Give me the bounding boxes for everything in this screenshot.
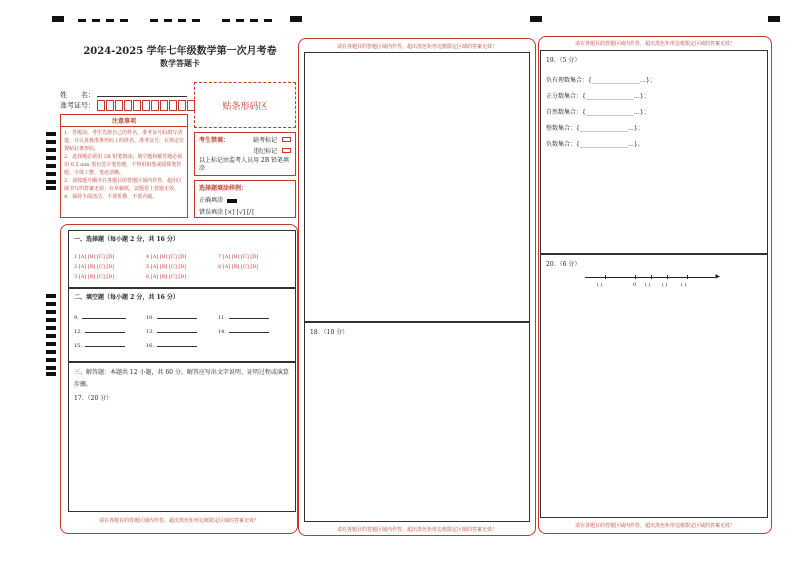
q20-label: 20．（6 分） [546, 261, 581, 268]
choice-row[interactable]: 3 [A] [B] [C] [D] [74, 274, 115, 280]
notice-item: 1．答题前，考生先将自己的姓名，准考证号码填写清楚，并认真核准条形码上的姓名、准考证号，在规定位置贴好条形码。 [64, 130, 185, 152]
blank-field[interactable] [157, 332, 197, 333]
choice-row[interactable] [218, 272, 290, 282]
set-name: 正分数集合： [546, 93, 583, 100]
blank-number: 11． [218, 315, 230, 321]
exam-status-note: 以上标记由监考人员用 2B 铅笔填涂 [199, 157, 290, 172]
section1-box [68, 230, 296, 288]
number-line [585, 273, 720, 280]
blank-field[interactable] [82, 318, 126, 319]
correct-fill-label: 正确填涂 [199, 197, 224, 204]
violation-checkbox[interactable] [282, 148, 291, 153]
axis-label[interactable]: ( ) [681, 282, 687, 288]
wrong-fill-marks: [×] [√] [/] [224, 209, 254, 216]
timing-mark [192, 19, 200, 22]
exam-status-box [194, 132, 296, 176]
set-bracket[interactable]: {________________…}。 [576, 141, 644, 148]
blank-field[interactable] [157, 346, 197, 347]
timing-mark [52, 16, 64, 22]
set-name: 自然数集合： [546, 109, 583, 116]
violation-label: 违纪标记 [253, 148, 278, 155]
barcode-label: 贴条形码区 [222, 101, 268, 112]
section3-box[interactable] [68, 362, 296, 512]
notice-box [60, 114, 188, 218]
answer-area-warning: 请在各题目的答题区域内作答，超出黑色矩形边框限定区域的答案无效！ [336, 44, 497, 50]
choice-row[interactable]: 4 [A] [B] [C] [D] [146, 254, 187, 260]
notice-item: 3．请按题号顺序在各题目的答题区域内作答，超出区域书写的答案无效；在草稿纸、试题卷上答题无效。 [64, 178, 183, 192]
set-bracket[interactable]: {________________…}； [582, 109, 650, 116]
choice-row[interactable]: 6 [A] [B] [C] [D] [146, 274, 187, 280]
timing-mark [106, 19, 114, 22]
set-bracket[interactable]: {________________…}； [588, 77, 656, 84]
answer-area-warning: 请在各题目的答题区域内作答，超出黑色矩形边框限定区域的答案无效！ [336, 527, 497, 533]
timing-mark [150, 19, 158, 22]
blank-field[interactable] [157, 318, 197, 319]
exam-title: 2024-2025 学年七年级数学第一次月考卷 [83, 46, 277, 57]
timing-mark [178, 19, 186, 22]
section2-box [68, 288, 296, 362]
set-row [546, 89, 762, 105]
q18-box[interactable] [304, 322, 530, 522]
set-row [546, 105, 762, 121]
fill-sample-box [194, 180, 296, 218]
timing-mark [92, 19, 100, 22]
set-name: 负有理数集合： [546, 77, 589, 84]
timing-mark [530, 16, 542, 22]
absent-label: 缺考标记 [253, 137, 278, 144]
fill-sample-heading: 选择题填涂样例： [199, 185, 248, 192]
timing-mark [222, 19, 230, 22]
absent-checkbox[interactable] [282, 137, 291, 142]
answer-area-warning: 请在各题目的答题区域内作答，超出黑色矩形边框限定区域的答案无效！ [574, 523, 735, 529]
set-name: 负数集合： [546, 141, 577, 148]
notice-item: 4．保持卡面清洁，不要折叠、不要弄破。 [64, 194, 158, 200]
id-cells[interactable] [97, 102, 196, 110]
blank-number: 14． [218, 329, 230, 335]
timing-mark [236, 19, 244, 22]
choice-row[interactable]: 7 [A] [B] [C] [D] [218, 254, 259, 260]
blank-number: 10． [146, 315, 158, 321]
blank-field[interactable] [229, 318, 269, 319]
blank-field[interactable] [85, 346, 125, 347]
choice-row[interactable]: 1 [A] [B] [C] [D] [74, 254, 115, 260]
q19-box[interactable] [540, 50, 768, 254]
name-label: 姓 名： [60, 91, 95, 99]
exam-subtitle: 数学答题卡 [160, 58, 200, 68]
timing-mark [768, 16, 780, 22]
blank-number: 16． [146, 343, 158, 349]
axis-label: 0 [633, 282, 637, 288]
axis-label[interactable]: ( ) [645, 282, 651, 288]
left-timing-strip-1 [46, 132, 56, 190]
blank-number: 12． [74, 329, 86, 335]
axis-label[interactable]: ( ) [597, 282, 603, 288]
timing-mark [78, 19, 86, 22]
blank-field[interactable] [229, 332, 269, 333]
name-row [60, 90, 187, 100]
choice-row[interactable]: 8 [A] [B] [C] [D] [218, 264, 259, 270]
timing-mark [120, 19, 128, 22]
set-name: 整数集合： [546, 125, 577, 132]
blank-number: 13． [146, 329, 158, 335]
left-timing-strip-2 [46, 294, 56, 376]
q20-box[interactable] [540, 254, 768, 518]
set-bracket[interactable]: {________________…}； [576, 125, 644, 132]
axis-label[interactable]: ( ) [662, 282, 668, 288]
notice-heading: 注意事项 [61, 115, 187, 127]
number-line-arrow-icon: ▶ [715, 273, 720, 280]
correct-fill-mark [227, 199, 237, 203]
timing-mark [250, 19, 258, 22]
q19-label: 19．（5 分） [546, 57, 581, 64]
set-row [546, 137, 762, 153]
answer-area-warning: 请在各题目的答题区域内作答，超出黑色矩形边框限定区域的答案无效！ [574, 41, 735, 47]
blank-number: 15． [74, 343, 86, 349]
answer-area-warning: 请在各题目的答题区域内作答，超出黑色矩形边框限定区域的答案无效！ [98, 518, 259, 524]
set-bracket[interactable]: {________________…}； [582, 93, 650, 100]
blank-number: 9． [74, 315, 83, 321]
q18-label: 18．（10 分） [310, 329, 349, 336]
section2-heading: 二、填空题（每小题 2 分，共 16 分） [74, 294, 179, 301]
section1-heading: 一、选择题（每小题 2 分，共 16 分） [74, 236, 179, 243]
timing-mark [164, 19, 172, 22]
timing-mark [290, 16, 302, 22]
set-row [546, 73, 762, 89]
choice-row[interactable]: 5 [A] [B] [C] [D] [146, 264, 187, 270]
barcode-area [194, 82, 296, 128]
choice-row[interactable]: 2 [A] [B] [C] [D] [74, 264, 115, 270]
section3-heading: 三、解答题：本题共 12 小题，共 60 分。解答应写出文字说明、证明过程或演算步骤。 [74, 369, 289, 388]
timing-mark [264, 19, 272, 22]
notice-item: 2．选择题必须用 2B 铅笔填涂；填空题和解答题必须用 0.5 mm 黑色签字笔答题，不得用铅笔或圆珠笔答题；字体工整、笔迹清晰。 [64, 154, 183, 176]
id-label: 准考证号： [60, 101, 95, 110]
wrong-fill-label: 错误填涂 [199, 209, 224, 216]
exam-status-label: 考生禁填： [199, 137, 230, 144]
q17-continued-box[interactable] [304, 52, 530, 322]
name-field[interactable] [97, 96, 187, 97]
set-row [546, 121, 762, 137]
id-row [60, 100, 196, 111]
q17-label: 17．（20 分） [74, 395, 113, 402]
blank-field[interactable] [85, 332, 125, 333]
